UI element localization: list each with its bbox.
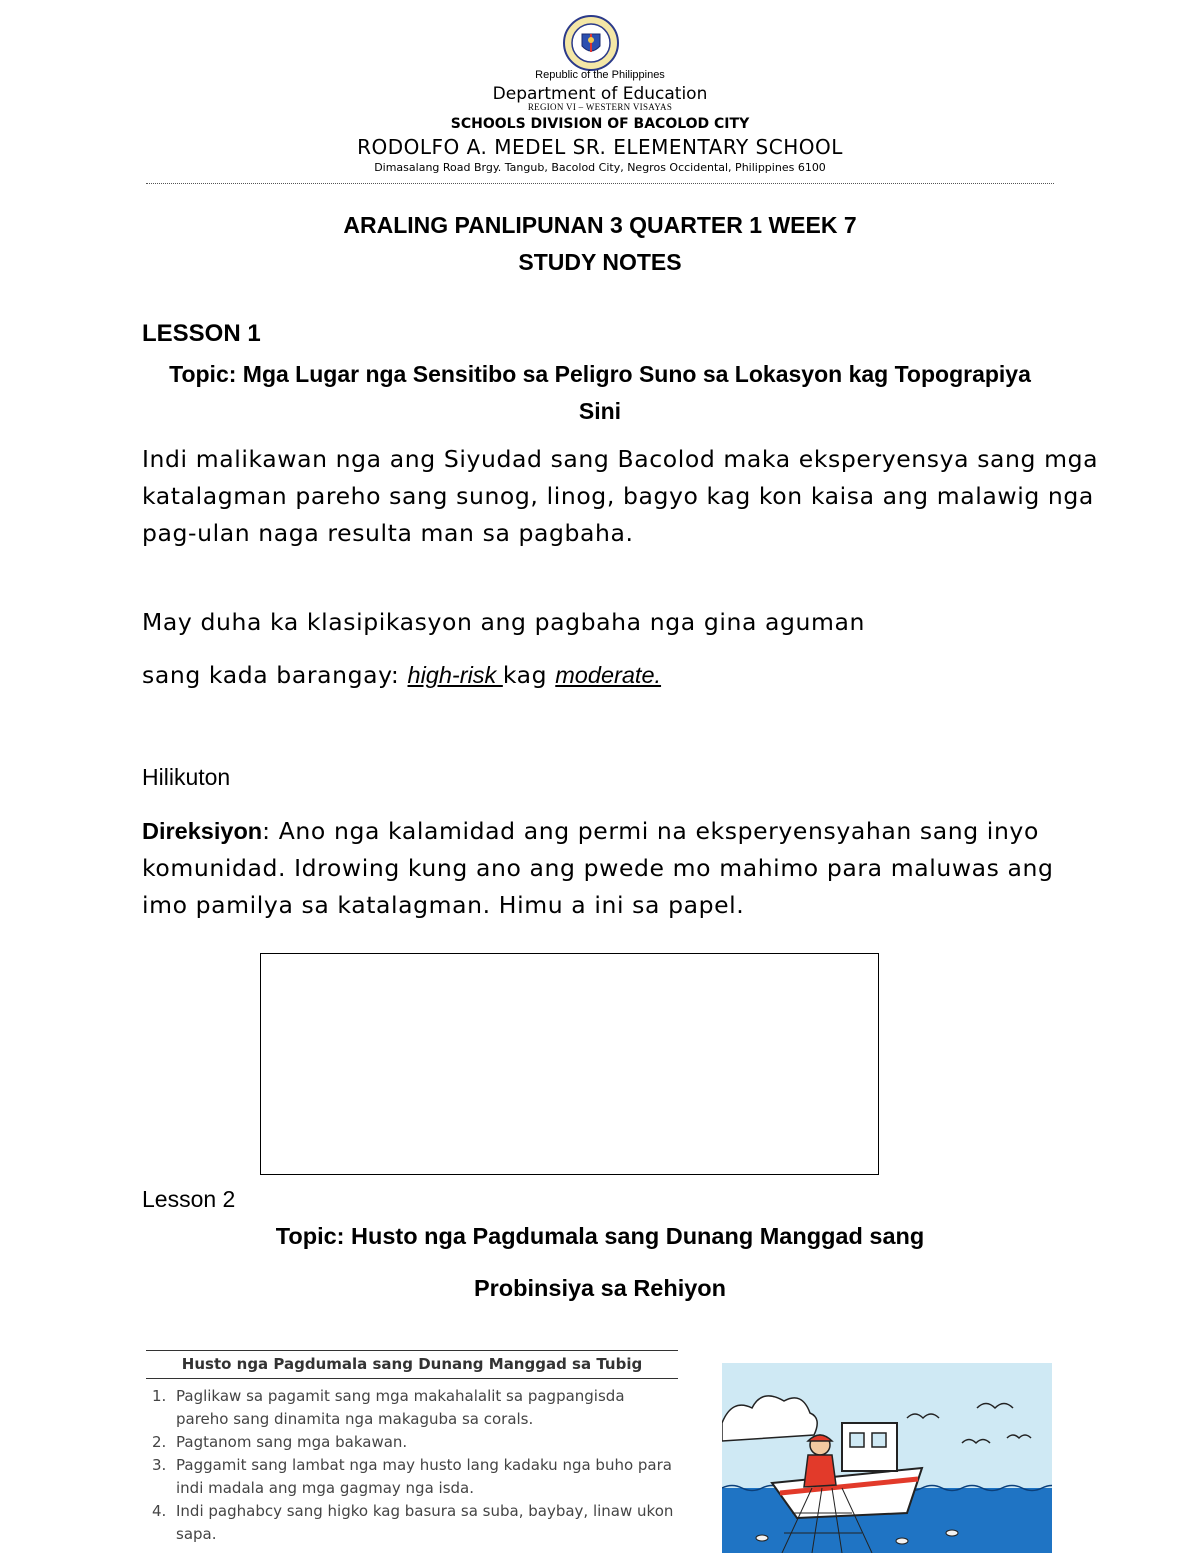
- lesson1-paragraph3: [142, 657, 1102, 694]
- division-line: SCHOOLS DIVISION OF BACOLOD CITY: [450, 116, 750, 132]
- direction-label: Direksiyon: [142, 818, 263, 844]
- paragraph3-prefix: sang kada barangay:: [142, 661, 408, 689]
- list-item-text: Paglikaw sa pagamit sang mga makahalalit sa pagpangisda pareho sang dinamita nga makaguba sa corals.: [176, 1387, 625, 1428]
- water-resources-panel: [146, 1350, 678, 1546]
- list-item-number: 4.: [152, 1502, 167, 1520]
- direction-text: : Ano nga kalamidad ang permi na eksperyensyahan sang inyo komunidad. Idrowing kung ano ang pwede mo mahimo para maluwas ang imo pamilya sa katalagman. Himu a ini sa papel.: [142, 817, 1054, 919]
- list-item: [152, 1431, 678, 1454]
- deped-seal-icon: [562, 14, 620, 72]
- school-address: Dimasalang Road Brgy. Tangub, Bacolod City, Negros Occidental, Philippines 6100: [374, 161, 826, 174]
- lesson1-label: LESSON 1: [142, 320, 261, 347]
- page-title: ARALING PANLIPUNAN 3 QUARTER 1 WEEK 7: [343, 212, 857, 238]
- page-subtitle: STUDY NOTES: [518, 249, 682, 275]
- panel-title-rule: [146, 1378, 678, 1379]
- list-item: [152, 1454, 678, 1500]
- list-item: [152, 1500, 678, 1546]
- list-item-number: 2.: [152, 1433, 167, 1451]
- republic-line: Republic of the Philippines: [535, 69, 665, 81]
- department-line: Department of Education: [492, 84, 708, 104]
- school-name: RODOLFO A. MEDEL SR. ELEMENTARY SCHOOL: [357, 135, 843, 159]
- region-line: REGION VI – WESTERN VISAYAS: [527, 102, 673, 112]
- term-connector: kag: [502, 661, 556, 689]
- lesson2-topic-line2: Probinsiya sa Rehiyon: [473, 1275, 727, 1301]
- water-resources-title: Husto nga Pagdumala sang Dunang Manggad sa Tubig: [181, 1355, 643, 1373]
- list-item-text: Paggamit sang lambat nga may husto lang kadaku nga buho para indi madala ang mga gagmay nga isda.: [176, 1456, 672, 1497]
- term-moderate: moderate.: [555, 662, 662, 688]
- lesson1-paragraph2: May duha ka klasipikasyon ang pagbaha nga gina aguman: [142, 608, 866, 636]
- water-resources-list: [146, 1385, 678, 1546]
- header-divider: [146, 183, 1054, 184]
- term-high-risk: high-risk: [407, 662, 503, 688]
- activity-heading: Hilikuton: [142, 764, 231, 790]
- list-item-number: 3.: [152, 1456, 167, 1474]
- lesson1-paragraph1: Indi malikawan nga ang Siyudad sang Bacolod maka eksperyensya sang mga katalagman pareho sang sunog, linog, bagyo kag kon kaisa ang malawig nga pag-ulan naga resulta man sa pagbaha.: [142, 445, 1099, 547]
- list-item-number: 1.: [152, 1387, 167, 1405]
- drawing-box: [260, 953, 879, 1175]
- activity-direction: [142, 813, 1102, 924]
- list-item: [152, 1385, 678, 1431]
- fisherman-boat-illustration-icon: [722, 1363, 1052, 1553]
- list-item-text: Indi paghabcy sang higko kag basura sa suba, baybay, linaw ukon sapa.: [176, 1502, 674, 1543]
- lesson2-topic-line1: Topic: Husto nga Pagdumala sang Dunang Manggad sang: [275, 1223, 925, 1249]
- lesson2-label: Lesson 2: [142, 1186, 236, 1212]
- lesson1-topic: Topic: Mga Lugar nga Sensitibo sa Peligro Suno sa Lokasyon kag Topograpiya Sini: [169, 361, 1031, 424]
- list-item-text: Pagtanom sang mga bakawan.: [176, 1433, 408, 1451]
